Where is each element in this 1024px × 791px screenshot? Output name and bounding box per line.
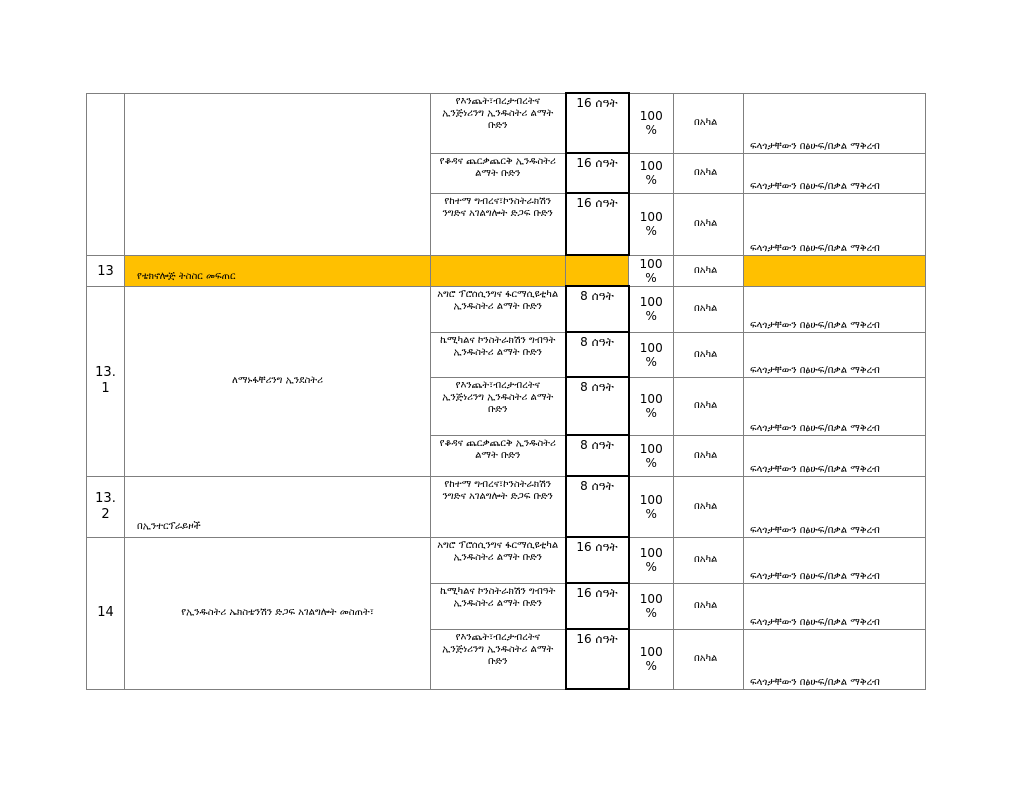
percent-cell-text: 100 % — [639, 392, 663, 420]
duration-cell-text: 8 ሰዓት — [580, 479, 614, 493]
team-cell — [431, 476, 566, 537]
frequency-cell-text: በአካል — [694, 264, 718, 276]
team-cell-text: የእንጨት፣ብረታብረትና ኢንጅነሪንግ ኢንዱስትሪ ልማት ቡድን — [442, 95, 554, 131]
evidence-cell-text: ፍላጎታቸውን በፅሁፍ/በቃል ማቅረብ — [750, 422, 880, 434]
evidence-cell — [744, 476, 926, 537]
row-number-cell — [87, 255, 125, 286]
team-cell — [431, 286, 566, 332]
frequency-cell — [674, 629, 744, 689]
frequency-cell-text: በአካል — [694, 348, 718, 360]
duration-cell — [566, 193, 629, 255]
percent-cell — [629, 332, 674, 377]
percent-cell — [629, 435, 674, 476]
frequency-cell — [674, 476, 744, 537]
duration-cell — [566, 332, 629, 377]
evidence-cell — [744, 286, 926, 332]
row-number-cell — [87, 476, 125, 537]
team-cell — [431, 153, 566, 193]
team-cell — [431, 629, 566, 689]
percent-cell-text: 100 % — [639, 492, 663, 521]
frequency-cell-text: በአካል — [694, 449, 718, 461]
row-number-cell-text: 13 — [97, 263, 114, 279]
team-cell-text: የከተማ ግብረና፣ኮንስትራክሽን ንግድና አገልግሎት ድጋፍ ቡድን — [442, 478, 553, 502]
team-cell — [431, 332, 566, 377]
duration-cell — [566, 377, 629, 435]
team-cell-text: የእንጨት፣ብረታብረትና ኢንጅነሪንግ ኢንዱስትሪ ልማት ቡድን — [442, 631, 554, 667]
percent-cell — [629, 255, 674, 286]
evidence-cell-text: ፍላጎታቸውን በፅሁፍ/በቃል ማቅረብ — [750, 180, 880, 192]
duration-cell — [566, 435, 629, 476]
team-cell — [431, 377, 566, 435]
frequency-cell — [674, 537, 744, 583]
activity-name-cell-text: የቴክኖሎጅ ትስስር መፍጠር — [137, 270, 236, 282]
table-row — [87, 286, 926, 332]
evidence-cell-text: ፍላጎታቸውን በፅሁፍ/በቃል ማቅረብ — [750, 676, 880, 688]
frequency-cell — [674, 583, 744, 629]
activity-name-cell-text: በኢንተርፕራይዞች — [137, 520, 201, 532]
row-number-cell-text: 13. 1 — [95, 365, 116, 396]
table-row — [87, 476, 926, 537]
team-cell-text: የቆዳና ጨርቃጨርቅ ኢንዱስትሪ ልማት ቡድን — [439, 155, 556, 179]
team-cell — [431, 537, 566, 583]
team-cell-text: የቆዳና ጨርቃጨርቅ ኢንዱስትሪ ልማት ቡድን — [439, 437, 556, 461]
evidence-cell — [744, 93, 926, 153]
evidence-cell-text: ፍላጎታቸውን በፅሁፍ/በቃል ማቅረብ — [750, 319, 880, 331]
evidence-cell — [744, 153, 926, 193]
evidence-cell — [744, 332, 926, 377]
duration-cell — [566, 476, 629, 537]
evidence-cell — [744, 629, 926, 689]
percent-cell-text: 100 % — [639, 210, 663, 238]
frequency-cell-text: በአካል — [694, 400, 718, 411]
frequency-cell-text: በአካል — [694, 167, 718, 178]
table-row — [87, 537, 926, 583]
team-cell-text: የእንጨት፣ብረታብረትና ኢንጅነሪንግ ኢንዱስትሪ ልማት ቡድን — [442, 379, 554, 415]
percent-cell — [629, 377, 674, 435]
duration-cell — [566, 153, 629, 193]
duration-cell — [566, 93, 629, 153]
activity-name-cell — [125, 537, 431, 689]
row-number-cell — [87, 93, 125, 255]
team-cell-text: አግሮ ፕሮሰሲንግና ፋርማሲዩቲካል ኢንዱስትሪ ልማት ቡድን — [437, 539, 559, 563]
evidence-cell — [744, 255, 926, 286]
team-cell — [431, 435, 566, 476]
percent-cell — [629, 583, 674, 629]
duration-cell-text: 16 ሰዓት — [576, 196, 618, 210]
row-number-cell — [87, 537, 125, 689]
frequency-cell — [674, 377, 744, 435]
percent-cell — [629, 193, 674, 255]
frequency-cell-text: በአካል — [694, 117, 718, 128]
team-cell-text: ኬሚካልና ኮንስትራክሽን ግብዓት ኢንዱስትሪ ልማት ቡድን — [440, 585, 556, 609]
activity-name-cell — [125, 286, 431, 476]
percent-cell — [629, 476, 674, 537]
team-cell-text: ኬሚካልና ኮንስትራክሽን ግብዓት ኢንዱስትሪ ልማት ቡድን — [440, 334, 556, 358]
table-row — [87, 255, 926, 286]
row-number-cell-text: 13. 2 — [95, 490, 116, 522]
percent-cell — [629, 537, 674, 583]
team-cell — [431, 583, 566, 629]
evidence-cell — [744, 193, 926, 255]
percent-cell — [629, 629, 674, 689]
frequency-cell-text: በአካል — [694, 218, 718, 229]
percent-cell-text: 100 % — [639, 109, 663, 137]
evidence-cell-text: ፍላጎታቸውን በፅሁፍ/በቃል ማቅረብ — [750, 242, 880, 254]
row-number-cell-text: 14 — [97, 605, 114, 620]
team-cell — [431, 93, 566, 153]
duration-cell-text: 16 ሰዓት — [576, 540, 618, 554]
frequency-cell — [674, 93, 744, 153]
percent-cell — [629, 286, 674, 332]
evidence-cell-text: ፍላጎታቸውን በፅሁፍ/በቃል ማቅረብ — [750, 463, 880, 475]
percent-cell-text: 100 % — [639, 645, 663, 673]
frequency-cell — [674, 255, 744, 286]
duration-cell-text: 16 ሰዓት — [576, 96, 618, 110]
table-row — [87, 93, 926, 153]
percent-cell — [629, 93, 674, 153]
frequency-cell — [674, 193, 744, 255]
percent-cell-text: 100 % — [639, 340, 663, 369]
frequency-cell-text: በአካል — [694, 500, 718, 512]
team-cell — [431, 193, 566, 255]
duration-cell — [566, 537, 629, 583]
evidence-cell — [744, 377, 926, 435]
evidence-cell-text: ፍላጎታቸውን በፅሁፍ/በቃል ማቅረብ — [750, 140, 880, 152]
frequency-cell — [674, 435, 744, 476]
frequency-cell-text: በአካል — [694, 303, 718, 314]
percent-cell-text: 100 % — [639, 256, 663, 285]
percent-cell-text: 100 % — [639, 441, 663, 470]
duration-cell-text: 16 ሰዓት — [576, 632, 618, 646]
percent-cell-text: 100 % — [639, 159, 663, 187]
duration-cell-text: 16 ሰዓት — [576, 156, 618, 170]
evidence-cell-text: ፍላጎታቸውን በፅሁፍ/በቃል ማቅረብ — [750, 570, 880, 582]
activity-name-cell — [125, 476, 431, 537]
duration-cell-text: 8 ሰዓት — [580, 289, 614, 303]
frequency-cell-text: በአካል — [694, 600, 718, 611]
percent-cell-text: 100 % — [639, 546, 663, 574]
row-number-cell — [87, 286, 125, 476]
evidence-cell-text: ፍላጎታቸውን በፅሁፍ/በቃል ማቅረብ — [750, 524, 880, 536]
activity-plan-table — [86, 92, 926, 690]
frequency-cell-text: በአካል — [694, 653, 718, 664]
activity-name-cell-text: ለማኑፋቸሪንግ ኢንደስትሪ — [231, 375, 324, 386]
evidence-cell-text: ፍላጎታቸውን በፅሁፍ/በቃል ማቅረብ — [750, 364, 880, 376]
duration-cell — [566, 629, 629, 689]
team-cell-text: የከተማ ግብረና፣ኮንስትራክሽን ንግድና አገልግሎት ድጋፍ ቡድን — [442, 195, 553, 219]
duration-cell-text: 8 ሰዓት — [580, 380, 614, 394]
evidence-cell — [744, 583, 926, 629]
activity-name-cell-text: የኢንዱስትሪ ኤክስቴንሽን ድጋፍ አገልግሎት መስጠት፣ — [181, 607, 374, 618]
duration-cell — [566, 255, 629, 286]
evidence-cell-text: ፍላጎታቸውን በፅሁፍ/በቃል ማቅረብ — [750, 616, 880, 628]
frequency-cell — [674, 332, 744, 377]
frequency-cell-text: በአካል — [694, 554, 718, 565]
evidence-cell — [744, 435, 926, 476]
percent-cell — [629, 153, 674, 193]
activity-name-cell — [125, 93, 431, 255]
duration-cell-text: 8 ሰዓት — [580, 335, 614, 349]
frequency-cell — [674, 286, 744, 332]
percent-cell-text: 100 % — [639, 592, 663, 620]
evidence-cell — [744, 537, 926, 583]
activity-name-cell — [125, 255, 431, 286]
activity-plan-body — [87, 93, 926, 689]
team-cell-text: አግሮ ፕሮሰሲንግና ፋርማሲዩቲካል ኢንዱስትሪ ልማት ቡድን — [437, 288, 559, 312]
duration-cell — [566, 286, 629, 332]
duration-cell-text: 8 ሰዓት — [580, 438, 614, 452]
percent-cell-text: 100 % — [639, 295, 663, 323]
frequency-cell — [674, 153, 744, 193]
duration-cell — [566, 583, 629, 629]
duration-cell-text: 16 ሰዓት — [576, 586, 618, 600]
team-cell — [431, 255, 566, 286]
